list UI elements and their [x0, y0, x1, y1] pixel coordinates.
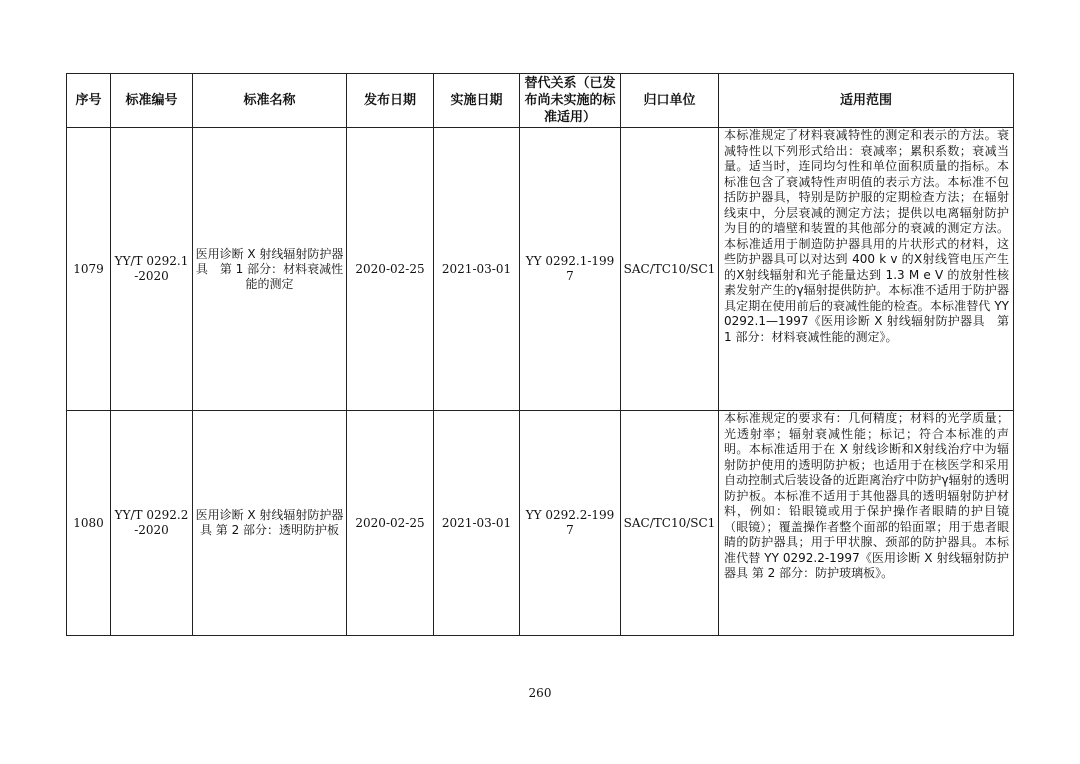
cell-name: 医用诊断 X 射线辐射防护器具 第 1 部分：材料衰减性能的测定	[193, 128, 347, 411]
header-unit: 归口单位	[621, 74, 719, 128]
cell-scope: 本标准规定的要求有：几何精度；材料的光学质量；光透射率；辐射衰减性能；标记；符合本标准的声明。本标准适用于在 X 射线诊断和X射线治疗中为辐射防护使用的透明防护板；也适用于在核医学和采用自动控制式后装设备的近距离治疗中防护γ辐射的透明防护板。本标准不适用于其他器具的透明辐射防护材料，例如：铅眼镜或用于保护操作者眼睛的护目镜（眼镜）；覆盖操作者整个面部的铅面罩；用于患者眼睛的防护器具；用于甲状腺、颈部的防护器具。本标准代替 YY 0292.2-1997《医用诊断 X 射线辐射防护器具 第 2 部分：防护玻璃板》。	[719, 411, 1014, 636]
cell-unit: SAC/TC10/SC1	[621, 128, 719, 411]
cell-code: YY/T 0292.2-2020	[111, 411, 193, 636]
cell-code: YY/T 0292.1-2020	[111, 128, 193, 411]
header-code: 标准编号	[111, 74, 193, 128]
cell-unit: SAC/TC10/SC1	[621, 411, 719, 636]
cell-implement-date: 2021-03-01	[434, 411, 520, 636]
cell-implement-date: 2021-03-01	[434, 128, 520, 411]
table-header-row	[67, 74, 1014, 128]
header-implement-date: 实施日期	[434, 74, 520, 128]
cell-replacement: YY 0292.1-1997	[520, 128, 621, 411]
standards-table	[66, 73, 1014, 636]
cell-seq: 1079	[67, 128, 111, 411]
cell-publish-date: 2020-02-25	[347, 411, 434, 636]
header-name: 标准名称	[193, 74, 347, 128]
page-number: 260	[528, 686, 552, 700]
cell-scope: 本标准规定了材料衰减特性的测定和表示的方法。衰减特性以下列形式给出：衰减率；累积系数；衰减当量。适当时，连同均匀性和单位面积质量的指标。本标准包含了衰减特性声明值的表示方法。本标准不包括防护器具，特别是防护服的定期检查方法；在辐射线束中，分层衰减的测定方法；提供以电离辐射防护为目的的墙壁和装置的其他部分的衰减的测定方法。本标准适用于制造防护器具用的片状形式的材料，这些防护器具可以对达到 400 k v 的X射线管电压产生的X射线辐射和光子能量达到 1.3 M e V 的放射性核素发射产生的γ辐射提供防护。本标准不适用于防护器具定期在使用前后的衰减性能的检查。本标准替代 YY0292.1—1997《医用诊断 X 射线辐射防护器具 第 1 部分：材料衰减性能的测定》。	[719, 128, 1014, 411]
cell-seq: 1080	[67, 411, 111, 636]
header-replacement: 替代关系（已发布尚未实施的标准适用）	[520, 74, 621, 128]
header-scope: 适用范围	[719, 74, 1014, 128]
table-row	[67, 128, 1014, 411]
cell-publish-date: 2020-02-25	[347, 128, 434, 411]
header-publish-date: 发布日期	[347, 74, 434, 128]
table-row	[67, 411, 1014, 636]
header-seq: 序号	[67, 74, 111, 128]
cell-name: 医用诊断 X 射线辐射防护器具 第 2 部分：透明防护板	[193, 411, 347, 636]
cell-replacement: YY 0292.2-1997	[520, 411, 621, 636]
